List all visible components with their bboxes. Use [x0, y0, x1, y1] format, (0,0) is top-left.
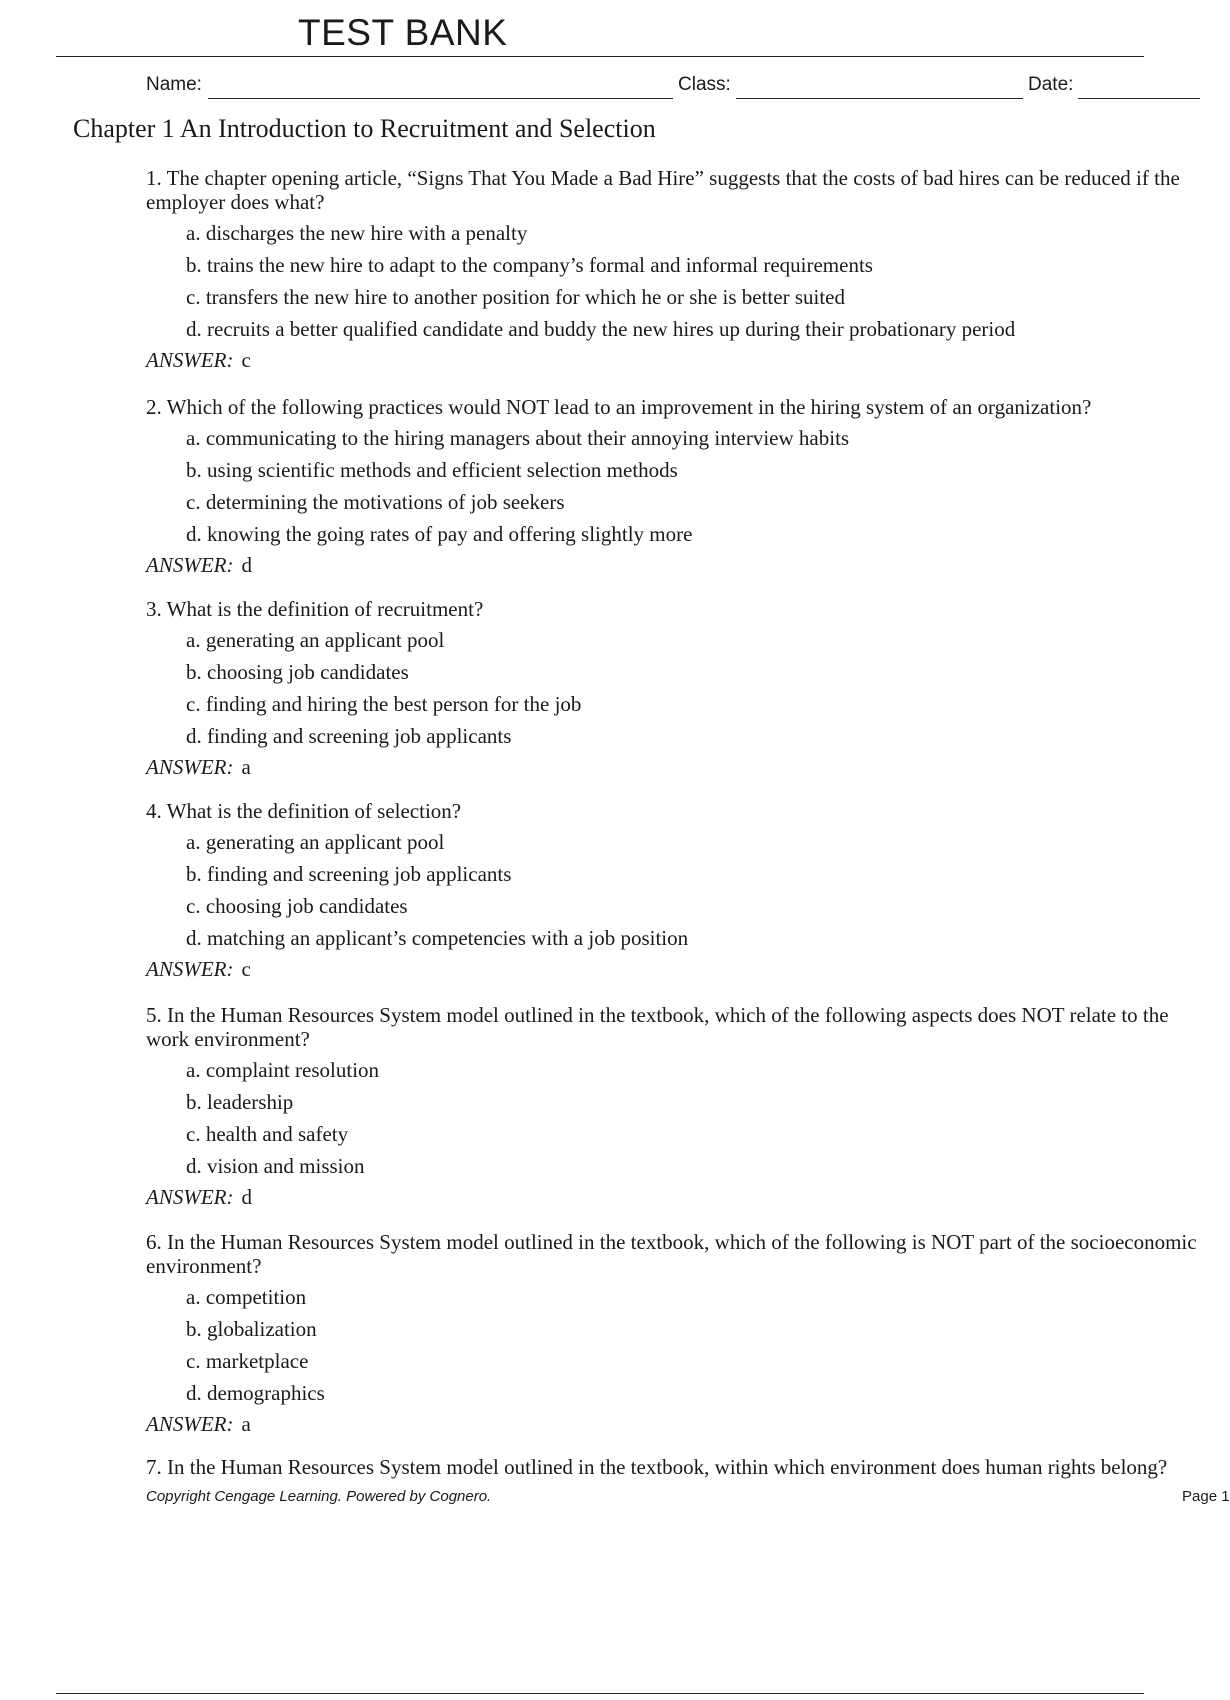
- copyright-text: Copyright Cengage Learning. Powered by Cognero.: [146, 1488, 492, 1505]
- answer-value: a: [241, 755, 251, 779]
- option-a: a. communicating to the hiring managers about their annoying interview habits: [186, 426, 850, 450]
- option-c: c. finding and hiring the best person for the job: [186, 692, 582, 716]
- page-footer: [0, 1488, 1230, 1512]
- question-text: 3. What is the definition of recruitment?: [146, 597, 484, 621]
- date-field-line[interactable]: [1078, 98, 1200, 99]
- question-5: [146, 1003, 1200, 1212]
- option-d: d. recruits a better qualified candidate and buddy the new hires up during their probationary period: [186, 317, 1016, 341]
- option-list: [186, 1054, 1200, 1182]
- answer-label: ANSWER:: [146, 957, 234, 981]
- question-4: [146, 799, 1200, 984]
- class-field-line[interactable]: [736, 98, 1023, 99]
- answer-label: ANSWER:: [146, 1185, 234, 1209]
- option-c: c. determining the motivations of job seekers: [186, 490, 565, 514]
- answer-label: ANSWER:: [146, 755, 234, 779]
- option-d: d. knowing the going rates of pay and offering slightly more: [186, 522, 693, 546]
- option-c: c. health and safety: [186, 1122, 349, 1146]
- answer-value: d: [241, 1185, 252, 1209]
- question-text: 7. In the Human Resources System model outlined in the textbook, within which environment does human rights belong?: [146, 1455, 1168, 1479]
- question-text: 2. Which of the following practices would NOT lead to an improvement in the hiring system of an organization?: [146, 395, 1092, 419]
- option-a: a. generating an applicant pool: [186, 628, 445, 652]
- option-b: b. using scientific methods and efficient selection methods: [186, 458, 678, 482]
- answer-value: a: [241, 1412, 251, 1436]
- question-2: [146, 395, 1200, 580]
- option-d: d. demographics: [186, 1381, 325, 1405]
- answer-line: [146, 1182, 1200, 1212]
- answer-value: d: [241, 553, 252, 577]
- answer-label: ANSWER:: [146, 1412, 234, 1436]
- option-c: c. choosing job candidates: [186, 894, 408, 918]
- question-1: [146, 166, 1200, 375]
- question-text: 6. In the Human Resources System model outlined in the textbook, which of the following is NOT part of the socioeconomic environment?: [146, 1230, 1197, 1278]
- question-6: [146, 1230, 1200, 1439]
- option-b: b. globalization: [186, 1317, 317, 1341]
- chapter-title: Chapter 1 An Introduction to Recruitment and Selection: [73, 114, 656, 143]
- option-b: b. finding and screening job applicants: [186, 862, 512, 886]
- answer-line: [146, 1409, 1200, 1439]
- answer-label: ANSWER:: [146, 348, 234, 372]
- question-text: 5. In the Human Resources System model outlined in the textbook, which of the following aspects does NOT relate to the work environment?: [146, 1003, 1169, 1051]
- option-d: d. matching an applicant’s competencies with a job position: [186, 926, 689, 950]
- answer-line: [146, 345, 1200, 375]
- test-bank-title: TEST BANK: [298, 12, 508, 53]
- name-label: Name:: [146, 74, 202, 95]
- option-a: a. competition: [186, 1285, 307, 1309]
- answer-line: [146, 752, 1200, 782]
- option-b: b. choosing job candidates: [186, 660, 409, 684]
- option-list: [186, 826, 1200, 954]
- answer-value: c: [241, 957, 251, 981]
- option-list: [186, 1281, 1200, 1409]
- option-d: d. vision and mission: [186, 1154, 365, 1178]
- option-b: b. leadership: [186, 1090, 294, 1114]
- option-a: a. generating an applicant pool: [186, 830, 445, 854]
- question-3: [146, 597, 1200, 782]
- question-7: [146, 1455, 1200, 1479]
- option-c: c. transfers the new hire to another position for which he or she is better suited: [186, 285, 845, 309]
- class-label: Class:: [678, 74, 731, 95]
- option-a: a. discharges the new hire with a penalty: [186, 221, 528, 245]
- option-d: d. finding and screening job applicants: [186, 724, 512, 748]
- answer-value: c: [241, 348, 251, 372]
- answer-line: [146, 954, 1200, 984]
- option-list: [186, 217, 1200, 345]
- option-list: [186, 624, 1200, 752]
- name-field-line[interactable]: [208, 98, 673, 99]
- option-list: [186, 422, 1200, 550]
- date-label: Date:: [1028, 74, 1074, 95]
- answer-line: [146, 550, 1200, 580]
- question-text: 4. What is the definition of selection?: [146, 799, 462, 823]
- option-a: a. complaint resolution: [186, 1058, 380, 1082]
- student-info-fields: [0, 70, 1200, 104]
- page-number: Page 1: [1182, 1488, 1230, 1505]
- question-text: 1. The chapter opening article, “Signs That You Made a Bad Hire” suggests that the costs of bad hires can be reduced if the employer does what?: [146, 166, 1180, 214]
- option-b: b. trains the new hire to adapt to the company’s formal and informal requirements: [186, 253, 873, 277]
- header-divider: [56, 56, 1144, 57]
- bottom-divider: [56, 1693, 1144, 1694]
- option-c: c. marketplace: [186, 1349, 309, 1373]
- answer-label: ANSWER:: [146, 553, 234, 577]
